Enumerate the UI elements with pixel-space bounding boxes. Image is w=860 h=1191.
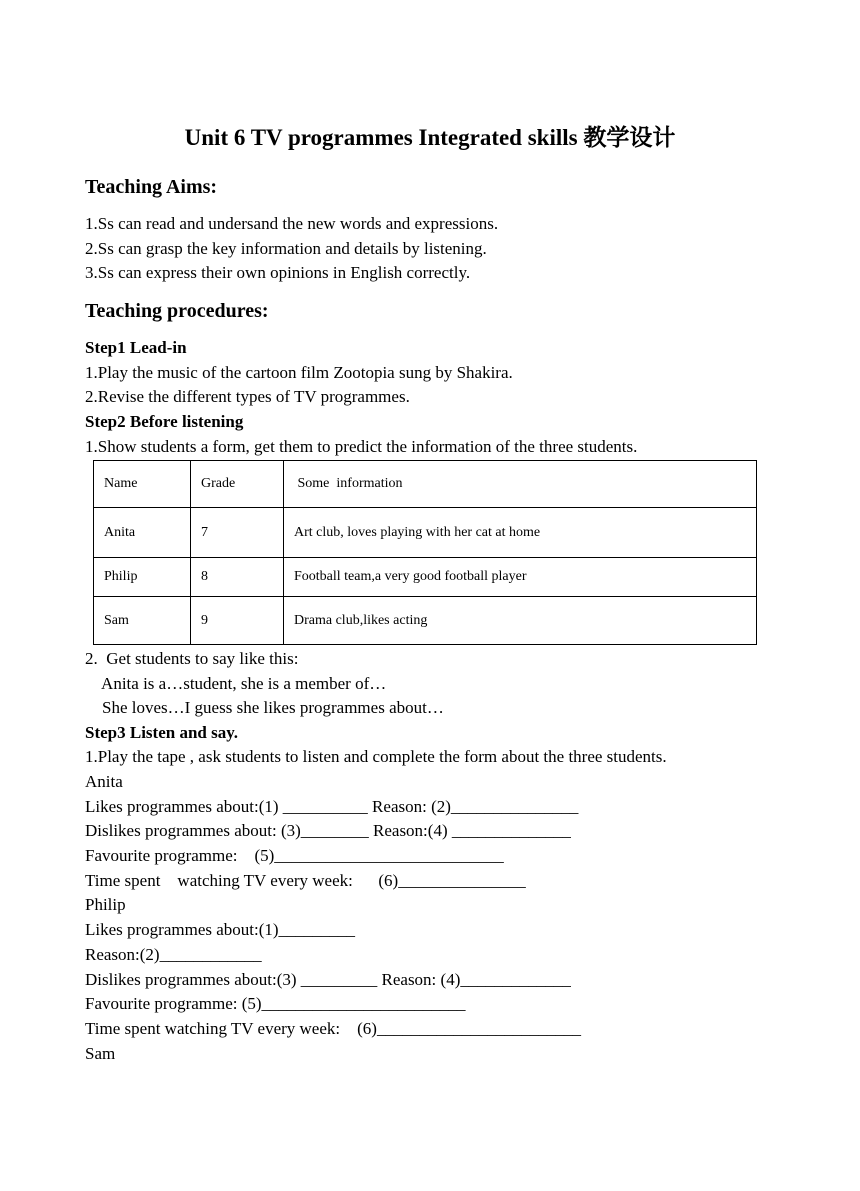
step3-line: Anita: [85, 772, 123, 791]
table-cell: Sam: [94, 597, 191, 645]
step3-line: Time spent watching TV every week: (6)_______________: [85, 871, 526, 890]
step3-title: Step3 Listen and say.: [85, 723, 239, 742]
step3-line: Time spent watching TV every week: (6)________________________: [85, 1019, 581, 1038]
aim-item: 2.Ss can grasp the key information and details by listening.: [85, 239, 487, 258]
table-row: [94, 508, 757, 558]
table-cell: Art club, loves playing with her cat at home: [284, 508, 757, 558]
students-info-table: [93, 460, 757, 645]
step3-line: 1.Play the tape , ask students to listen and complete the form about the three students.: [85, 747, 667, 766]
aim-item: 1.Ss can read and undersand the new words and expressions.: [85, 214, 499, 233]
step3-line: Dislikes programmes about: (3)________ Reason:(4) ______________: [85, 821, 571, 840]
table-cell: 7: [191, 508, 284, 558]
step3-line: Favourite programme: (5)___________________________: [85, 846, 504, 865]
table-row: [94, 597, 757, 645]
step3-line: Philip: [85, 895, 126, 914]
table-cell: Drama club,likes acting: [284, 597, 757, 645]
table-header-row: [94, 461, 757, 508]
step2-after-line: 2. Get students to say like this:: [85, 649, 299, 668]
step2-after-line: Anita is a…student, she is a member of…: [85, 674, 387, 693]
table-cell: 8: [191, 558, 284, 597]
step3-line: Likes programmes about:(1)_________: [85, 920, 356, 939]
step3-line: Likes programmes about:(1) __________ Reason: (2)_______________: [85, 797, 579, 816]
table-header-cell: Grade: [191, 461, 284, 508]
teaching-aims-heading: Teaching Aims:: [85, 176, 218, 198]
step3-line: Reason:(2)____________: [85, 945, 262, 964]
step2-title: Step2 Before listening: [85, 412, 244, 431]
table-cell: 9: [191, 597, 284, 645]
document-title: Unit 6 TV programmes Integrated skills 教学设计: [184, 125, 676, 150]
step1-line: 1.Play the music of the cartoon film Zootopia sung by Shakira.: [85, 363, 513, 382]
step3-line: Sam: [85, 1044, 116, 1063]
step1-title: Step1 Lead-in: [85, 338, 187, 357]
table-row: [94, 558, 757, 597]
step2-line: 1.Show students a form, get them to predict the information of the three students.: [85, 437, 638, 456]
aim-item: 3.Ss can express their own opinions in English correctly.: [85, 263, 471, 282]
table-cell: Football team,a very good football player: [284, 558, 757, 597]
table-header-cell: Name: [94, 461, 191, 508]
step2-after-line: She loves…I guess she likes programmes about…: [85, 698, 444, 717]
step3-line: Favourite programme: (5)________________________: [85, 994, 466, 1013]
step1-line: 2.Revise the different types of TV programmes.: [85, 387, 410, 406]
table-cell: Anita: [94, 508, 191, 558]
teaching-procedures-heading: Teaching procedures:: [85, 300, 269, 322]
table-header-cell: Some information: [284, 461, 757, 508]
table-cell: Philip: [94, 558, 191, 597]
step3-line: Dislikes programmes about:(3) _________ Reason: (4)_____________: [85, 970, 571, 989]
